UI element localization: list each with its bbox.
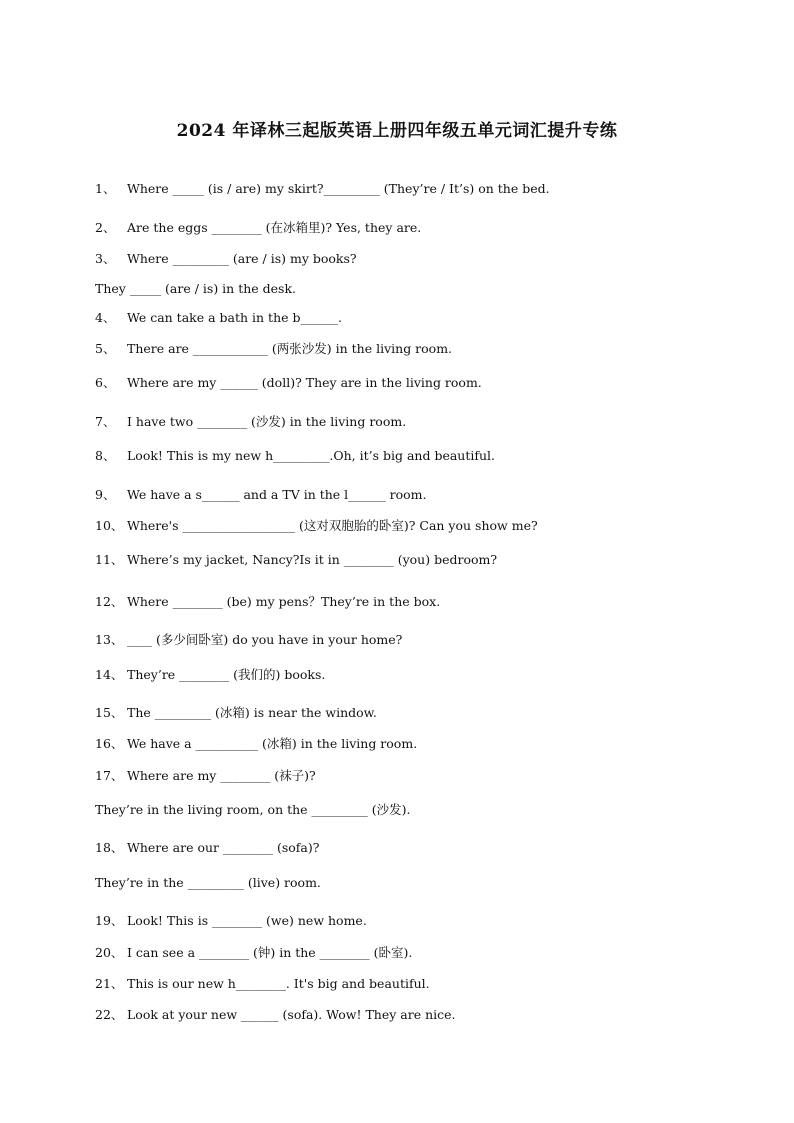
question-1 <box>95 181 550 197</box>
question-number: 9、 <box>95 487 116 502</box>
question-number: 21、 <box>95 976 124 991</box>
question-number: 4、 <box>95 310 116 325</box>
question-text: The _________ (冰箱) is near the window. <box>127 705 377 720</box>
question-text: They’re ________ (我们的) books. <box>127 667 326 682</box>
question-text: Where ________ (be) my pens？They’re in the box. <box>127 594 441 609</box>
question-10 <box>95 518 538 534</box>
question-12 <box>95 594 440 610</box>
question-number: 8、 <box>95 448 116 463</box>
question-number: 11、 <box>95 552 124 567</box>
question-number: 14、 <box>95 667 124 682</box>
question-number: 20、 <box>95 945 124 960</box>
question-13 <box>95 632 402 648</box>
question-18 <box>95 840 319 856</box>
question-text: We can take a bath in the b______. <box>127 310 342 325</box>
question-text: Where _____ (is / are) my skirt?_________ (They’re / It’s) on the bed. <box>127 181 550 196</box>
question-text: Look! This is my new h_________.Oh, it’s big and beautiful. <box>127 448 496 463</box>
question-19 <box>95 913 367 929</box>
question-2 <box>95 220 421 236</box>
question-number: 12、 <box>95 594 124 609</box>
question-text: There are ____________ (两张沙发) in the living room. <box>127 341 453 356</box>
question-number: 2、 <box>95 220 116 235</box>
question-14 <box>95 667 325 683</box>
question-18-continued <box>95 875 321 891</box>
question-text: Where's __________________ (这对双胞胎的卧室)? Can you show me? <box>127 518 538 533</box>
question-5 <box>95 341 452 357</box>
question-text: They’re in the _________ (live) room. <box>95 875 321 890</box>
question-text: We have a s______ and a TV in the l______ room. <box>127 487 427 502</box>
question-text: ____ (多少间卧室) do you have in your home? <box>127 632 403 647</box>
question-3 <box>95 251 357 267</box>
question-11 <box>95 552 497 568</box>
question-text: Where are my ______ (doll)? They are in the living room. <box>127 375 482 390</box>
question-17-continued <box>95 802 411 818</box>
question-8 <box>95 448 495 464</box>
question-20 <box>95 945 412 961</box>
question-number: 5、 <box>95 341 116 356</box>
question-number: 6、 <box>95 375 116 390</box>
question-number: 19、 <box>95 913 124 928</box>
question-text: This is our new h________. It's big and beautiful. <box>127 976 430 991</box>
question-6 <box>95 375 482 391</box>
question-text: Where _________ (are / is) my books? <box>127 251 357 266</box>
question-text: We have a __________ (冰箱) in the living room. <box>127 736 418 751</box>
question-number: 17、 <box>95 768 124 783</box>
question-16 <box>95 736 417 752</box>
question-9 <box>95 487 426 503</box>
question-text: Look! This is ________ (we) new home. <box>127 913 367 928</box>
question-text: Where’s my jacket, Nancy?Is it in ________ (you) bedroom? <box>127 552 498 567</box>
question-text: Where are my ________ (袜子)? <box>127 768 316 783</box>
question-number: 1、 <box>95 181 116 196</box>
question-number: 3、 <box>95 251 116 266</box>
question-number: 15、 <box>95 705 124 720</box>
question-number: 10、 <box>95 518 124 533</box>
question-text: They’re in the living room, on the _________ (沙发). <box>95 802 411 817</box>
question-text: Where are our ________ (sofa)? <box>127 840 320 855</box>
question-number: 22、 <box>95 1007 124 1022</box>
question-4 <box>95 310 342 326</box>
question-15 <box>95 705 377 721</box>
question-text: I can see a ________ (钟) in the ________ (卧室). <box>127 945 413 960</box>
page-title: 2024 年译林三起版英语上册四年级五单元词汇提升专练 <box>176 121 618 141</box>
question-text: Look at your new ______ (sofa). Wow! They are nice. <box>127 1007 456 1022</box>
question-22 <box>95 1007 456 1023</box>
question-number: 7、 <box>95 414 116 429</box>
question-7 <box>95 414 406 430</box>
question-17 <box>95 768 316 784</box>
question-text: Are the eggs ________ (在冰箱里)? Yes, they are. <box>127 220 422 235</box>
question-text: I have two ________ (沙发) in the living room. <box>127 414 407 429</box>
question-number: 13、 <box>95 632 124 647</box>
question-text: They _____ (are / is) in the desk. <box>95 281 296 296</box>
question-number: 18、 <box>95 840 124 855</box>
question-21 <box>95 976 430 992</box>
question-number: 16、 <box>95 736 124 751</box>
question-3-continued <box>95 281 296 297</box>
